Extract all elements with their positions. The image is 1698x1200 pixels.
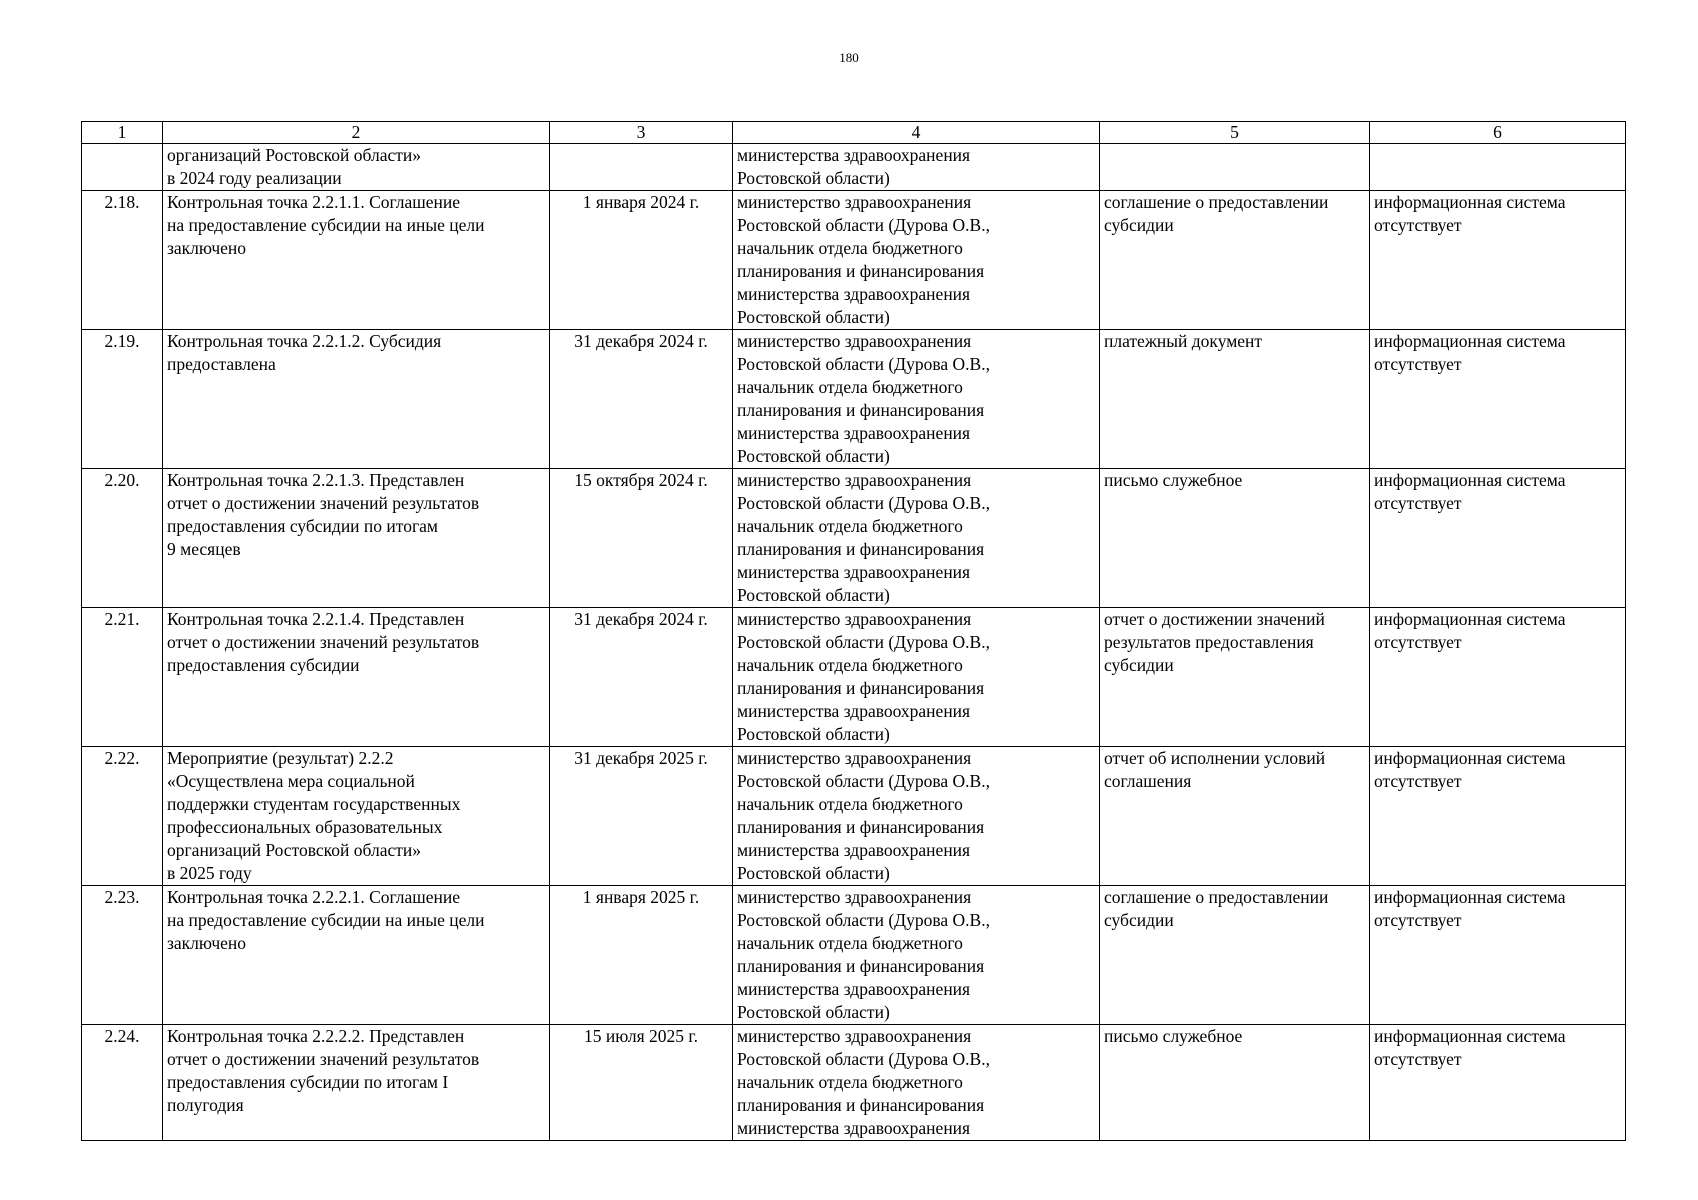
info-system-cell: информационная система отсутствует <box>1370 886 1626 1025</box>
table-row <box>82 469 1626 608</box>
column-number-row <box>82 122 1626 144</box>
info-system-cell: информационная система отсутствует <box>1370 608 1626 747</box>
info-system-cell: информационная система отсутствует <box>1370 330 1626 469</box>
table-row <box>82 747 1626 886</box>
deadline-cell: 15 октября 2024 г. <box>550 469 733 608</box>
column-number-2: 2 <box>163 122 550 144</box>
info-system-cell <box>1370 144 1626 191</box>
column-number-1: 1 <box>82 122 163 144</box>
responsible-cell: министерство здравоохранения Ростовской области (Дурова О.В., начальник отдела бюджетного планирования и финансирования министерства здравоохранения <box>733 1025 1100 1141</box>
table-row <box>82 1025 1626 1141</box>
responsible-cell: министерство здравоохранения Ростовской области (Дурова О.В., начальник отдела бюджетного планирования и финансирования министерства здравоохранения Ростовской области) <box>733 747 1100 886</box>
responsible-cell: министерство здравоохранения Ростовской области (Дурова О.В., начальник отдела бюджетного планирования и финансирования министерства здравоохранения Ростовской области) <box>733 330 1100 469</box>
table-row <box>82 144 1626 191</box>
info-system-cell: информационная система отсутствует <box>1370 1025 1626 1141</box>
deadline-cell: 1 января 2025 г. <box>550 886 733 1025</box>
responsible-cell: министерство здравоохранения Ростовской области (Дурова О.В., начальник отдела бюджетного планирования и финансирования министерства здравоохранения Ростовской области) <box>733 608 1100 747</box>
document-cell <box>1100 144 1370 191</box>
row-number-cell: 2.20. <box>82 469 163 608</box>
row-number-cell: 2.22. <box>82 747 163 886</box>
event-name-cell: Контрольная точка 2.2.1.4. Представлен отчет о достижении значений результатов предоставления субсидии <box>163 608 550 747</box>
page-number: 180 <box>839 50 859 65</box>
table-row <box>82 330 1626 469</box>
deadline-cell: 1 января 2024 г. <box>550 191 733 330</box>
document-cell: письмо служебное <box>1100 1025 1370 1141</box>
row-number-cell: 2.23. <box>82 886 163 1025</box>
deadline-cell <box>550 144 733 191</box>
responsible-cell: министерство здравоохранения Ростовской области (Дурова О.В., начальник отдела бюджетного планирования и финансирования министерства здравоохранения Ростовской области) <box>733 469 1100 608</box>
event-name-cell: Контрольная точка 2.2.1.3. Представлен отчет о достижении значений результатов предоставления субсидии по итогам 9 месяцев <box>163 469 550 608</box>
event-name-cell: организаций Ростовской области» в 2024 году реализации <box>163 144 550 191</box>
row-number-cell: 2.19. <box>82 330 163 469</box>
document-cell: соглашение о предоставлении субсидии <box>1100 191 1370 330</box>
event-name-cell: Контрольная точка 2.2.2.2. Представлен отчет о достижении значений результатов предоставления субсидии по итогам I полугодия <box>163 1025 550 1141</box>
info-system-cell: информационная система отсутствует <box>1370 469 1626 608</box>
row-number-cell: 2.18. <box>82 191 163 330</box>
event-name-cell: Контрольная точка 2.2.1.1. Соглашение на предоставление субсидии на иные цели заключено <box>163 191 550 330</box>
responsible-cell: министерство здравоохранения Ростовской области (Дурова О.В., начальник отдела бюджетного планирования и финансирования министерства здравоохранения Ростовской области) <box>733 191 1100 330</box>
event-name-cell: Контрольная точка 2.2.1.2. Субсидия предоставлена <box>163 330 550 469</box>
document-cell: отчет об исполнении условий соглашения <box>1100 747 1370 886</box>
responsible-cell: министерство здравоохранения Ростовской области (Дурова О.В., начальник отдела бюджетного планирования и финансирования министерства здравоохранения Ростовской области) <box>733 886 1100 1025</box>
document-cell: письмо служебное <box>1100 469 1370 608</box>
document-cell: соглашение о предоставлении субсидии <box>1100 886 1370 1025</box>
info-system-cell: информационная система отсутствует <box>1370 747 1626 886</box>
info-system-cell: информационная система отсутствует <box>1370 191 1626 330</box>
deadline-cell: 31 декабря 2024 г. <box>550 608 733 747</box>
deadline-cell: 15 июля 2025 г. <box>550 1025 733 1141</box>
document-cell: отчет о достижении значений результатов предоставления субсидии <box>1100 608 1370 747</box>
column-number-6: 6 <box>1370 122 1626 144</box>
table-row <box>82 191 1626 330</box>
document-cell: платежный документ <box>1100 330 1370 469</box>
column-number-5: 5 <box>1100 122 1370 144</box>
table-row <box>82 886 1626 1025</box>
deadline-cell: 31 декабря 2024 г. <box>550 330 733 469</box>
row-number-cell: 2.24. <box>82 1025 163 1141</box>
responsible-cell: министерства здравоохранения Ростовской области) <box>733 144 1100 191</box>
row-number-cell: 2.21. <box>82 608 163 747</box>
row-number-cell <box>82 144 163 191</box>
event-name-cell: Мероприятие (результат) 2.2.2 «Осуществлена мера социальной поддержки студентам государственных профессиональных образовательных организаций Ростовской области» в 2025 году <box>163 747 550 886</box>
column-number-4: 4 <box>733 122 1100 144</box>
control-points-table <box>81 121 1626 1141</box>
event-name-cell: Контрольная точка 2.2.2.1. Соглашение на предоставление субсидии на иные цели заключено <box>163 886 550 1025</box>
column-number-3: 3 <box>550 122 733 144</box>
table-row <box>82 608 1626 747</box>
deadline-cell: 31 декабря 2025 г. <box>550 747 733 886</box>
